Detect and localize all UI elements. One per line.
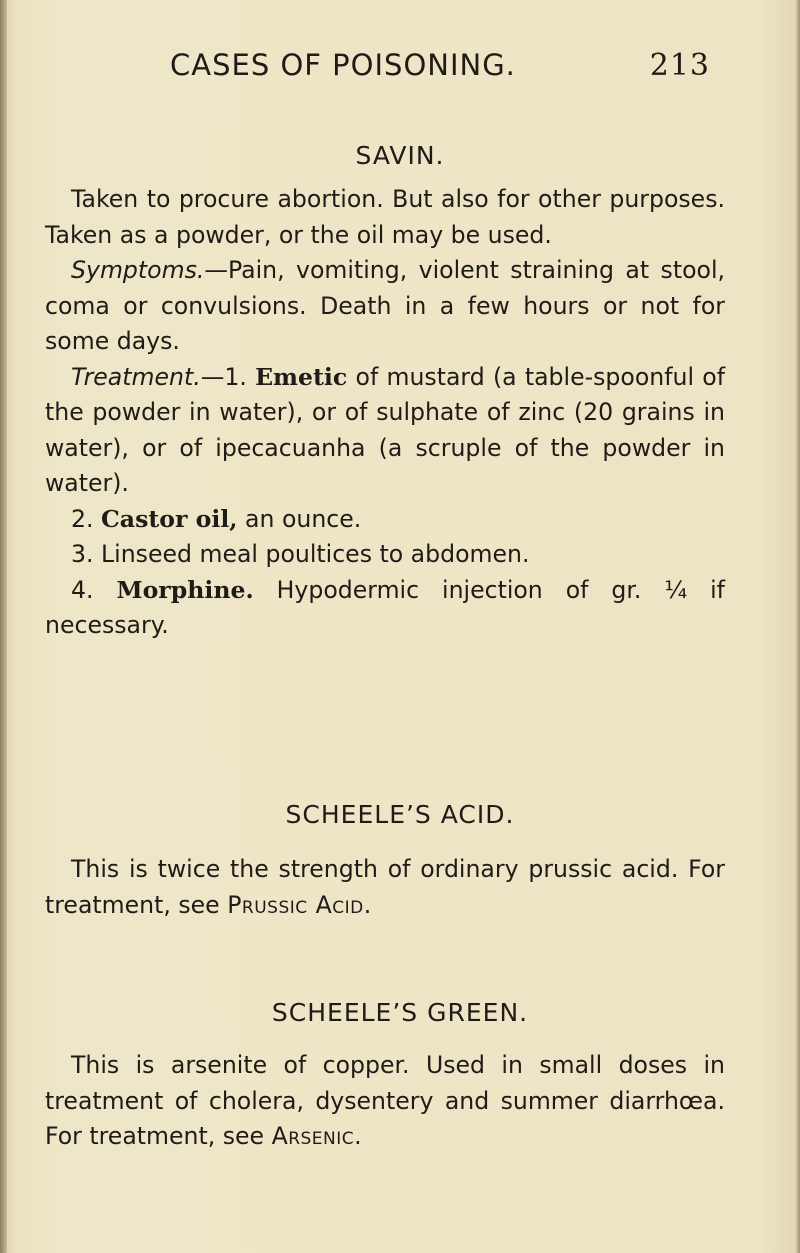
page-header [170,48,730,92]
item-4-text: Hypodermic injection of gr. ¼ if necessary. [45,575,725,639]
treatment-label: Treatment. [71,362,201,391]
page-number: 213 [649,48,710,83]
item-2-number: 2. [71,504,94,533]
castor-oil-term: Castor oil, [101,504,238,533]
treatment-text: of mustard (a table-spoonful of the powder in water), or of sulphate of zinc (20 grains in water), or of ipecacuanha (a scruple of the powder in water). [45,362,726,497]
section-title-scheeles-acid: SCHEELE’S ACID. [285,800,515,829]
savin-item-4 [45,573,725,644]
savin-body [45,182,725,644]
emetic-term: Emetic [255,362,348,391]
page-binding-edge [0,0,7,1253]
item-4-number: 4. [71,575,94,604]
savin-item-3: 3. Linseed meal poultices to abdomen. [71,540,530,568]
symptoms-text: —Pain, vomiting, violent straining at stool, coma or convulsions. Death in a few hours or not for some days. [45,256,725,355]
section-title-scheeles-green: SCHEELE’S GREEN. [271,998,529,1027]
symptoms-label: Symptoms. [71,256,205,284]
morphine-term: Morphine. [116,575,254,604]
section-title-savin: SAVIN. [355,141,445,170]
savin-intro: Taken to procure abortion. But also for other purposes. Taken as a powder, or the oil may be used. [45,185,725,249]
savin-treatment [45,360,725,502]
running-head: CASES OF POISONING. [170,48,516,82]
savin-symptoms [45,253,725,360]
treatment-number: —1. [200,362,247,391]
scheeles-acid-body [45,852,725,923]
page-outer-edge [796,0,800,1253]
savin-item-2 [45,502,725,538]
scheeles-acid-text: This is twice the strength of ordinary prussic acid. For treatment, see [45,855,725,919]
prussic-acid-reference: Prussic Acid. [227,890,372,919]
scheeles-green-text: This is arsenite of copper. Used in small doses in treatment of cholera, dysentery and summer diarrhœa. For treatment, see [45,1051,725,1150]
arsenic-reference: Arsenic. [271,1122,363,1150]
scheeles-green-body [45,1048,725,1155]
item-2-text: an ounce. [245,504,362,533]
